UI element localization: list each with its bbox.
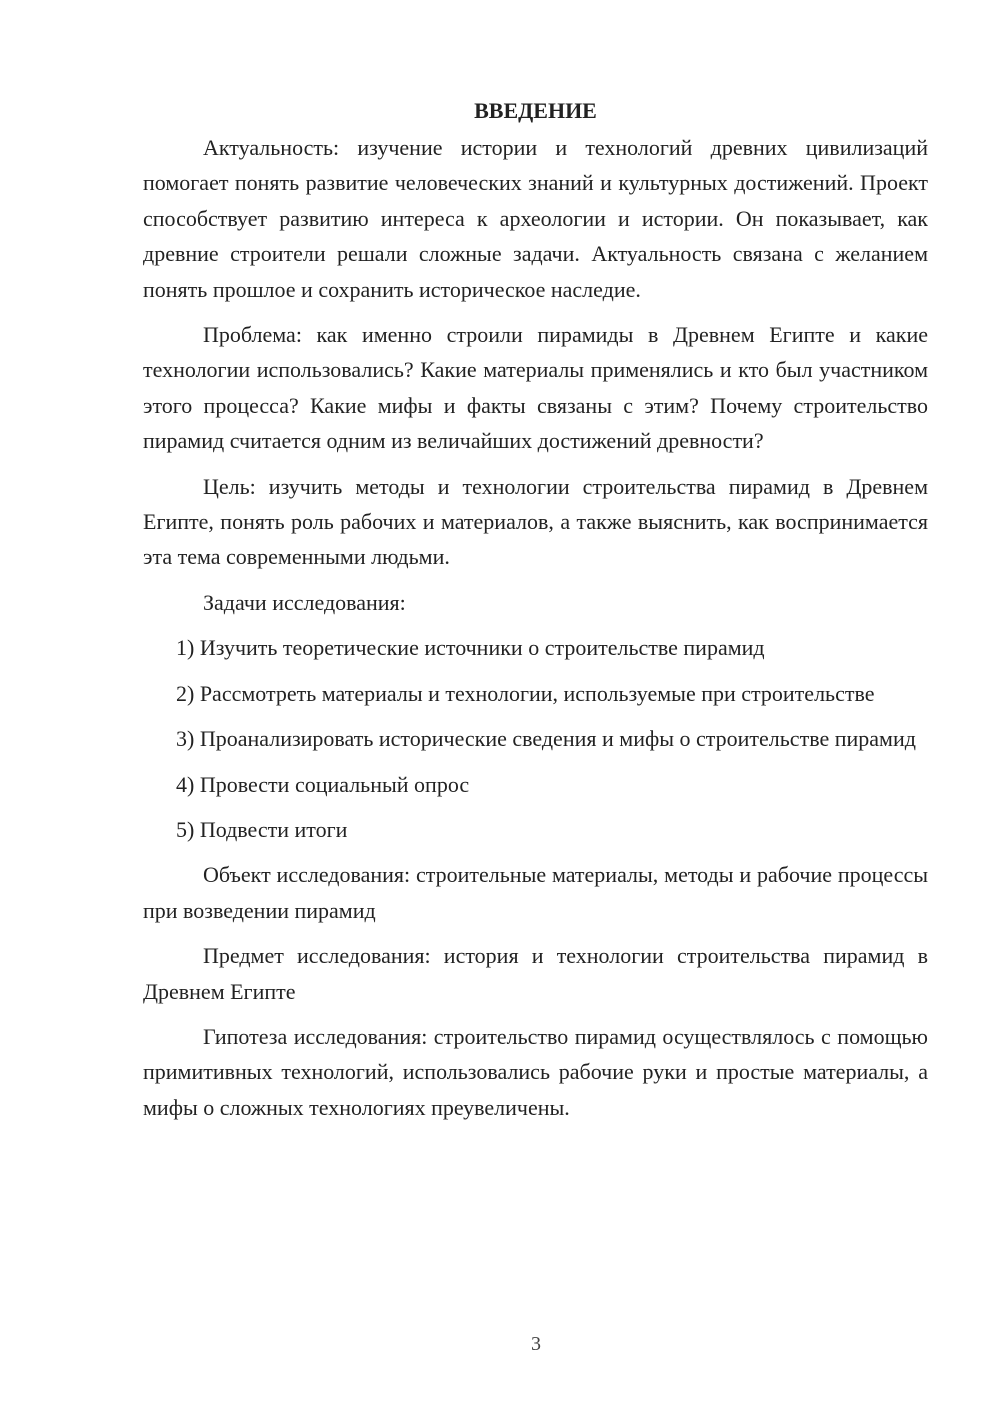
object-paragraph: Объект исследования: строительные материалы, методы и рабочие процессы при возведении пирамид [143,862,928,923]
goal-paragraph: Цель: изучить методы и технологии строительства пирамид в Древнем Египте, понять роль рабочих и материалов, а также выяснить, как воспринимается эта тема современными людьми. [143,473,928,570]
task-item: 3) Проанализировать исторические сведения и мифы о строительстве пирамид [176,726,916,752]
tasks-label: Задачи исследования: [203,589,406,615]
page-number: 3 [531,1333,541,1355]
task-item: 1) Изучить теоретические источники о строительстве пирамид [176,635,765,661]
subject-paragraph: Предмет исследования: история и технологии строительства пирамид в Древнем Египте [143,943,928,1004]
relevance-paragraph: Актуальность: изучение истории и технологий древних цивилизаций помогает понять развитие человеческих знаний и культурных достижений. Проект способствует развитию интереса к археологии и истории. Он показывает, как древние строители решали сложные задачи. Актуальность связана с желанием понять прошлое и сохранить историческое наследие. [143,135,928,302]
task-item: 5) Подвести итоги [176,816,348,842]
section-heading: ВВЕДЕНИЕ [474,98,597,123]
problem-paragraph: Проблема: как именно строили пирамиды в Древнем Египте и какие технологии использовались? Какие материалы применялись и кто был участником этого процесса? Какие мифы и факты связаны с этим? Почему строительство пирамид считается одним из величайших достижений древности? [143,322,928,454]
document-page [143,96,928,1135]
hypothesis-paragraph: Гипотеза исследования: строительство пирамид осуществлялось с помощью примитивных технологий, использовались рабочие руки и простые материалы, а мифы о сложных технологиях преувеличены. [143,1023,928,1120]
task-item: 4) Провести социальный опрос [176,771,470,797]
task-item: 2) Рассмотреть материалы и технологии, используемые при строительстве [176,680,875,706]
